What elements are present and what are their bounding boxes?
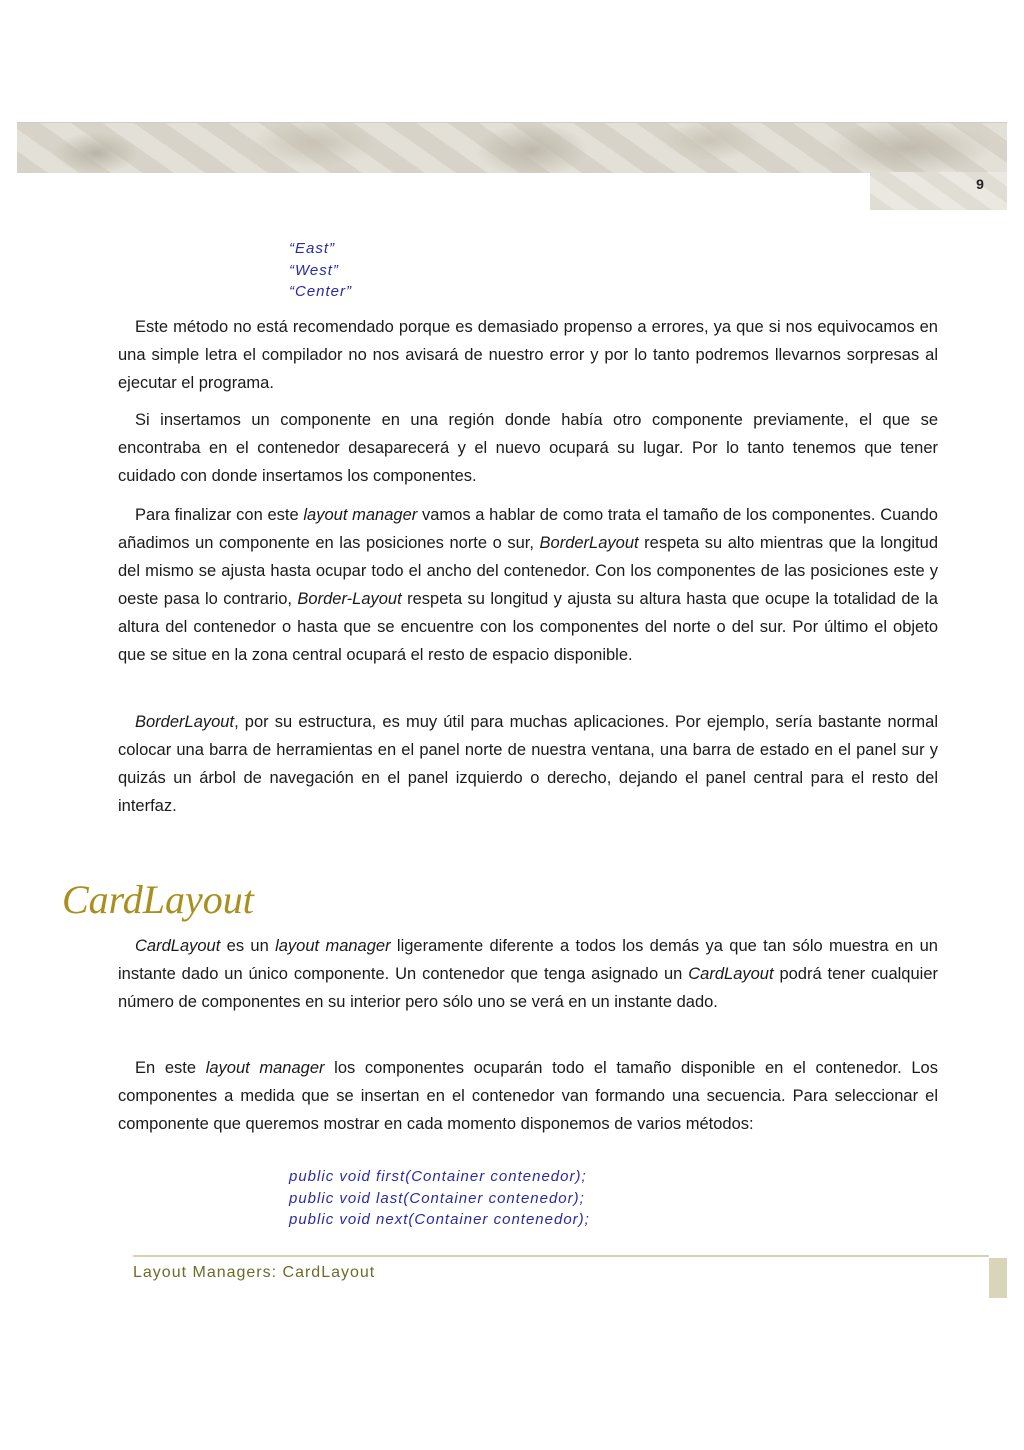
- paragraph-cardlayout-methods: [118, 1054, 938, 1138]
- header-decoration: [17, 122, 1007, 173]
- paragraph-borderlayout-usage: [118, 708, 938, 820]
- text-run: los componentes ocuparán todo el tamaño disponible en el contenedor. Los componentes a medida que se insertan en el contenedor van formando una secuencia. Para seleccionar el componente que queremos mostrar en cada momento disponemos de varios métodos:: [118, 1059, 938, 1133]
- text-run: respeta su longitud y ajusta su altura hasta que ocupe la totalidad de la altura del contenedor o hasta que se encuentre con los componentes del norte o del sur. Por último el objeto que se situe en la zona central ocupará el resto de espacio disponible.: [118, 590, 938, 664]
- paragraph-cardlayout-intro: [118, 932, 938, 1016]
- footer-title: Layout Managers: CardLayout: [133, 1264, 376, 1281]
- code-line: public void first(Container contenedor);: [289, 1168, 587, 1185]
- page-number: 9: [976, 176, 984, 192]
- code-line: public void next(Container contenedor);: [289, 1211, 590, 1228]
- emphasis-term: BorderLayout: [539, 534, 639, 552]
- section-title: CardLayout: [62, 877, 254, 922]
- paragraph-not-recommended: [118, 313, 938, 397]
- text-run: Si insertamos un componente en una región donde había otro componente previamente, el que se encontraba en el contenedor desaparecerá y el nuevo ocupará su lugar. Por lo tanto tenemos que tener cuidado con donde insertamos los componentes.: [118, 411, 938, 485]
- emphasis-term: layout manager: [275, 937, 391, 955]
- emphasis-term: Border-Layout: [297, 590, 402, 608]
- text-run: podrá tener cualquier número de componentes en su interior pero sólo uno se verá en un instante dado.: [118, 965, 938, 1011]
- footer-divider: [133, 1255, 989, 1257]
- text-run: , por su estructura, es muy útil para muchas aplicaciones. Por ejemplo, sería bastante normal colocar una barra de herramientas en el panel norte de nuestra ventana, una barra de estado en el panel sur y quizás un árbol de navegación en el panel izquierdo o derecho, dejando el panel central para el resto del interfaz.: [118, 713, 938, 815]
- paragraph-replace-component: [118, 406, 938, 490]
- emphasis-term: layout manager: [303, 506, 418, 524]
- emphasis-term: CardLayout: [135, 937, 221, 955]
- text-run: Para finalizar con este: [135, 506, 304, 524]
- text-run: ligeramente diferente a todos los demás ya que tan sólo muestra en un instante dado un único componente. Un contenedor que tenga asignado un: [118, 937, 938, 983]
- paragraph-component-sizes: [118, 501, 938, 669]
- text-run: es un: [220, 937, 276, 955]
- emphasis-term: CardLayout: [688, 965, 774, 983]
- text-run: Este método no está recomendado porque es demasiado propenso a errores, ya que si nos equivocamos en una simple letra el compilador no nos avisará de nuestro error y por lo tanto podremos llevarnos sorpresas al ejecutar el programa.: [118, 318, 938, 392]
- emphasis-term: BorderLayout: [135, 713, 235, 731]
- code-block-regions: [289, 238, 352, 303]
- code-block-methods: [289, 1166, 590, 1231]
- code-line: “Center”: [289, 283, 353, 300]
- code-line: “East”: [289, 240, 336, 257]
- code-line: “West”: [289, 261, 339, 279]
- footer-decoration: [989, 1258, 1007, 1298]
- text-run: respeta su alto mientras que la longitud del mismo se ajusta hasta ocupar todo el ancho del contenedor. Con los componentes de las posiciones este y oeste pasa lo contrario,: [118, 534, 938, 608]
- text-run: En este: [135, 1059, 206, 1077]
- code-line: public void last(Container contenedor);: [289, 1189, 585, 1207]
- text-run: vamos a hablar de como trata el tamaño de los componentes. Cuando añadimos un componente en las posiciones norte o sur,: [118, 506, 938, 552]
- emphasis-term: layout manager: [205, 1059, 325, 1077]
